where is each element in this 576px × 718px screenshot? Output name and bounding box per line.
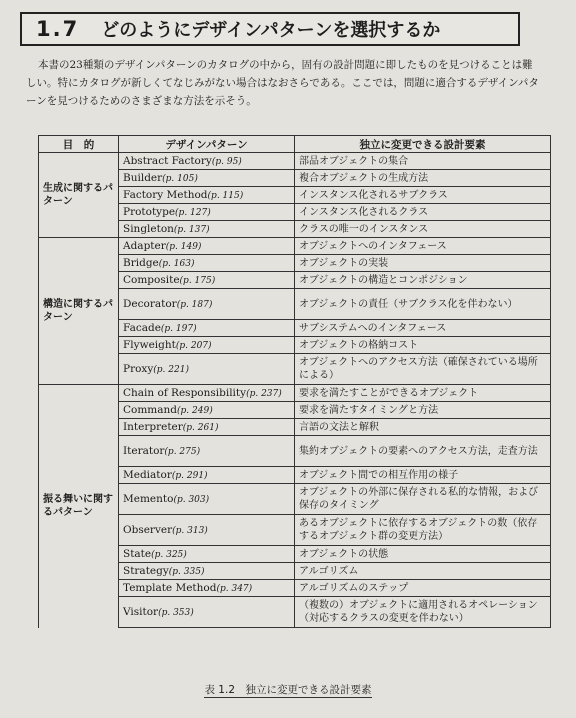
- aspect-cell: オブジェクトの実装: [295, 255, 551, 272]
- pattern-cell: [119, 402, 295, 419]
- aspect-cell: （複数の）オブジェクトに適用されるオペレーション（対応するクラスの変更を伴わない）: [295, 597, 551, 628]
- pattern-name: State: [123, 548, 152, 560]
- page-reference: (p. 115): [207, 191, 244, 201]
- page-reference: (p. 187): [176, 300, 213, 310]
- pattern-name: Memento: [123, 493, 174, 505]
- pattern-cell: [119, 546, 295, 563]
- page-reference: (p. 347): [216, 584, 253, 594]
- pattern-cell: [119, 153, 295, 170]
- pattern-name: Strategy: [123, 565, 169, 577]
- aspect-cell: オブジェクトの構造とコンポジション: [295, 272, 551, 289]
- aspect-cell: 複合オブジェクトの生成方法: [295, 170, 551, 187]
- pattern-cell: [119, 354, 295, 385]
- pattern-name: Bridge: [123, 257, 159, 269]
- page-reference: (p. 249): [177, 406, 213, 416]
- aspect-cell: オブジェクトの状態: [295, 546, 551, 563]
- pattern-cell: [119, 436, 295, 467]
- pattern-cell: [119, 419, 295, 436]
- pattern-cell: [119, 187, 295, 204]
- page-reference: (p. 325): [151, 550, 187, 560]
- pattern-cell: [119, 515, 295, 546]
- aspect-cell: アルゴリズム: [295, 563, 551, 580]
- pattern-name: Facade: [123, 322, 161, 334]
- pattern-name: Flyweight: [123, 339, 176, 351]
- pattern-cell: [119, 221, 295, 238]
- aspect-cell: 集約オブジェクトの要素へのアクセス方法，走査方法: [295, 436, 551, 467]
- table-caption: [0, 682, 576, 697]
- purpose-cell: 振る舞いに関するパターン: [39, 385, 119, 628]
- aspect-cell: クラスの唯一のインスタンス: [295, 221, 551, 238]
- page-reference: (p. 353): [158, 608, 194, 618]
- table-row: [39, 385, 551, 402]
- header-pattern: デザインパターン: [119, 136, 295, 153]
- aspect-cell: 要求を満たすタイミングと方法: [295, 402, 551, 419]
- page-reference: (p. 335): [168, 567, 205, 577]
- pattern-cell: [119, 597, 295, 628]
- pattern-cell: [119, 563, 295, 580]
- pattern-cell: [119, 320, 295, 337]
- pattern-name: Composite: [123, 274, 180, 286]
- aspect-cell: オブジェクトの責任（サブクラス化を伴わない）: [295, 289, 551, 320]
- purpose-cell: 生成に関するパターン: [39, 153, 119, 238]
- page-reference: (p. 303): [173, 495, 210, 505]
- aspect-cell: 部品オブジェクトの集合: [295, 153, 551, 170]
- page-reference: (p. 175): [179, 276, 216, 286]
- pattern-cell: [119, 580, 295, 597]
- pattern-name: Chain of Responsibility: [123, 387, 247, 399]
- aspect-cell: オブジェクトへのアクセス方法（確保されている場所による）: [295, 354, 551, 385]
- page-reference: (p. 127): [175, 208, 211, 218]
- aspect-cell: インスタンス化されるクラス: [295, 204, 551, 221]
- page-reference: (p. 197): [160, 324, 197, 334]
- pattern-name: Prototype: [123, 206, 176, 218]
- pattern-name: Builder: [123, 172, 163, 184]
- pattern-name: Factory Method: [123, 189, 208, 201]
- aspect-cell: サブシステムへのインタフェース: [295, 320, 551, 337]
- pattern-name: Abstract Factory: [123, 155, 212, 167]
- design-pattern-table: [38, 135, 551, 628]
- page-reference: (p. 291): [171, 471, 208, 481]
- pattern-cell: [119, 385, 295, 402]
- pattern-name: Interpreter: [123, 421, 183, 433]
- page-reference: (p. 313): [172, 526, 208, 536]
- pattern-cell: [119, 337, 295, 354]
- aspect-cell: インスタンス化されるサブクラス: [295, 187, 551, 204]
- caption-text: 表 1.2 独立に変更できる設計要素: [204, 684, 372, 696]
- page-reference: (p. 163): [158, 259, 195, 269]
- table-row: [39, 238, 551, 255]
- page-reference: (p. 149): [165, 242, 202, 252]
- aspect-cell: 言語の文法と解釈: [295, 419, 551, 436]
- aspect-cell: あるオブジェクトに依存するオブジェクトの数（依存するオブジェクト群の変更方法）: [295, 515, 551, 546]
- pattern-name: Decorator: [123, 298, 177, 310]
- page-reference: (p. 105): [162, 174, 198, 184]
- page-reference: (p. 95): [211, 157, 242, 167]
- table-header-row: [39, 136, 551, 153]
- page-reference: (p. 237): [246, 389, 282, 399]
- pattern-name: Adapter: [123, 240, 166, 252]
- pattern-name: Observer: [123, 524, 173, 536]
- purpose-cell: 構造に関するパターン: [39, 238, 119, 385]
- aspect-cell: オブジェクトへのインタフェース: [295, 238, 551, 255]
- pattern-cell: [119, 467, 295, 484]
- pattern-cell: [119, 484, 295, 515]
- page-reference: (p. 221): [153, 365, 189, 375]
- pattern-name: Singleton: [123, 223, 174, 235]
- pattern-name: Proxy: [123, 363, 154, 375]
- pattern-cell: [119, 289, 295, 320]
- table-row: [39, 153, 551, 170]
- section-number: 1.7: [36, 17, 80, 41]
- header-aspect: 独立に変更できる設計要素: [295, 136, 551, 153]
- aspect-cell: アルゴリズムのステップ: [295, 580, 551, 597]
- pattern-cell: [119, 204, 295, 221]
- table-body: [39, 153, 551, 628]
- pattern-name: Template Method: [123, 582, 217, 594]
- pattern-cell: [119, 238, 295, 255]
- pattern-name: Command: [123, 404, 178, 416]
- page-reference: (p. 137): [173, 225, 210, 235]
- aspect-cell: 要求を満たすことができるオブジェクト: [295, 385, 551, 402]
- intro-paragraph: 本書の23種類のデザインパターンのカタログの中から，固有の設計問題に即したものを見つけることは難しい。特にカタログが新しくてなじみがない場合はなおさらである。ここでは，問題に適合するデザインパターンを見つけるためのさまざまな方法を示そう。: [26, 59, 539, 107]
- aspect-cell: オブジェクト間での相互作用の様子: [295, 467, 551, 484]
- page-reference: (p. 275): [164, 447, 201, 457]
- pattern-cell: [119, 255, 295, 272]
- aspect-cell: オブジェクトの格納コスト: [295, 337, 551, 354]
- page-reference: (p. 207): [175, 341, 212, 351]
- pattern-name: Iterator: [123, 445, 165, 457]
- section-heading: [20, 12, 520, 46]
- pattern-cell: [119, 272, 295, 289]
- aspect-cell: オブジェクトの外部に保存される私的な情報，および保存のタイミング: [295, 484, 551, 515]
- page-reference: (p. 261): [182, 423, 219, 433]
- pattern-name: Mediator: [123, 469, 172, 481]
- pattern-cell: [119, 170, 295, 187]
- pattern-name: Visitor: [123, 606, 159, 618]
- section-title: どのようにデザインパターンを選択するか: [101, 20, 441, 41]
- header-purpose: 目 的: [39, 136, 119, 153]
